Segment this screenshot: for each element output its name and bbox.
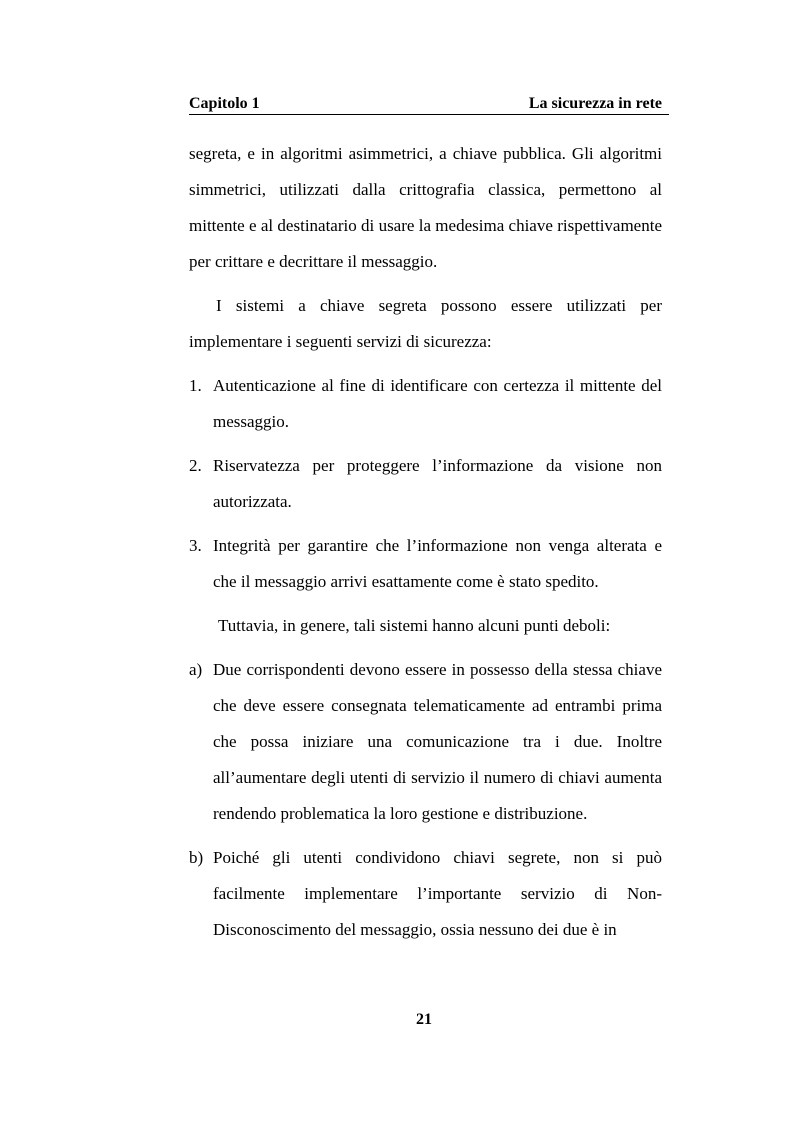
paragraph: Tuttavia, in genere, tali sistemi hanno alcuni punti deboli:: [218, 616, 611, 635]
lettered-list: [189, 652, 662, 948]
paragraph: segreta, e in algoritmi asimmetrici, a chiave pubblica. Gli algoritmi simmetrici, utilizzati dalla crittografia classica, permettono al mittente e al destinatario di usare la medesima chiave rispettivamente per crittare e decrittare il messaggio.: [189, 144, 662, 271]
chapter-label: Capitolo 1: [189, 95, 260, 112]
paragraph: I sistemi a chiave segreta possono essere utilizzati per implementare i seguenti servizi di sicurezza:: [189, 296, 662, 351]
page-number: 21: [416, 1011, 432, 1028]
list-item-text: Autenticazione al fine di identificare con certezza il mittente del messaggio.: [213, 376, 662, 431]
list-item-text: Integrità per garantire che l’informazione non venga alterata e che il messaggio arrivi esattamente come è stato spedito.: [213, 536, 662, 591]
list-item-text: Poiché gli utenti condividono chiavi segrete, non si può facilmente implementare l’importante servizio di Non-Disconoscimento del messaggio, ossia nessuno dei due è in: [213, 848, 662, 939]
list-marker: 1.: [189, 376, 202, 395]
list-item: [189, 448, 662, 520]
list-marker: 2.: [189, 456, 202, 475]
list-item: [189, 840, 662, 948]
running-header: [189, 94, 669, 115]
section-title: La sicurezza in rete: [528, 95, 662, 112]
list-item-text: Due corrispondenti devono essere in possesso della stessa chiave che deve essere consegnata telematicamente ad entrambi prima che possa iniziare una comunicazione tra i due. Inoltre all’aumentare degli utenti di servizio il numero di chiavi aumenta rendendo problematica la loro gestione e distribuzione.: [213, 660, 662, 823]
list-marker: a): [189, 660, 203, 679]
list-item-text: Riservatezza per proteggere l’informazione da visione non autorizzata.: [213, 456, 662, 511]
list-marker: 3.: [189, 536, 202, 555]
list-marker: b): [189, 848, 204, 867]
list-item: [189, 652, 662, 832]
list-item: [189, 528, 662, 600]
list-item: [189, 368, 662, 440]
numbered-list: [189, 368, 662, 600]
page-body: [189, 136, 662, 948]
